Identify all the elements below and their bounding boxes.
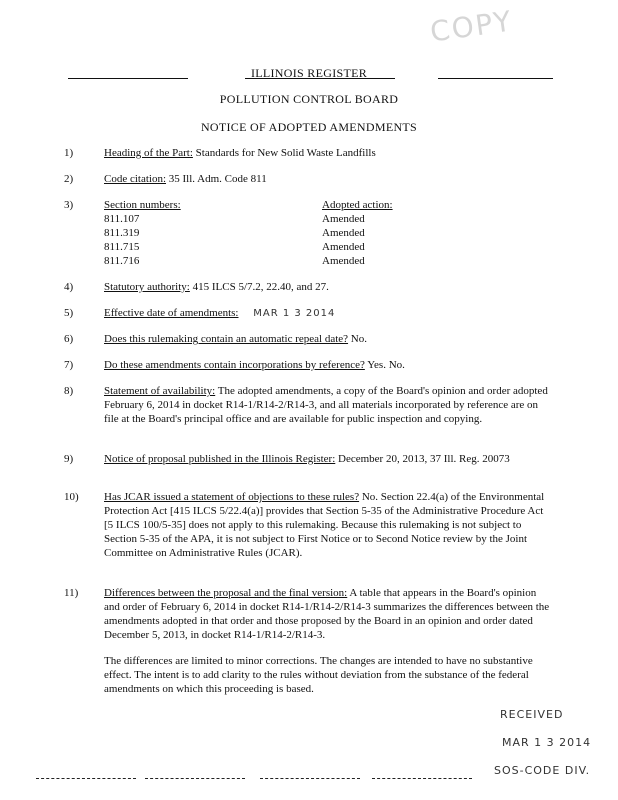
footer-line-center xyxy=(260,778,360,779)
item-number: 1) xyxy=(64,147,74,159)
item-text: A table that appears in the Board's opinion and order of February 6, 2014 in docket R14-1/R14-2/R14-3 summarizes the differences between the amendments adopted in that order and those proposed by the Board in an opinion and order dated December 5, 2013, in docket R14-1/R14-2/R14-3. xyxy=(104,587,550,641)
item-number: 3) xyxy=(64,199,74,211)
board-title: POLLUTION CONTROL BOARD xyxy=(219,92,399,106)
item-label: Statutory authority: xyxy=(104,281,190,293)
item-label: Has JCAR issued a statement of objections to these rules? xyxy=(104,491,360,503)
item-label: Differences between the proposal and the final version: xyxy=(104,587,348,599)
section-number: 811.715 xyxy=(104,241,140,253)
item-label: Does this rulemaking contain an automatic repeal date? xyxy=(104,333,349,345)
footer-line-center-left xyxy=(145,778,245,779)
item-sections xyxy=(64,198,554,268)
received-date-stamp: MAR 1 3 2014 xyxy=(502,736,592,749)
item-label: Effective date of amendments: xyxy=(104,307,239,319)
item-label: Heading of the Part: xyxy=(104,147,193,159)
section-number: 811.319 xyxy=(104,227,140,239)
sos-code-div-stamp: SOS-CODE DIV. xyxy=(494,764,591,777)
adopted-action: Amended xyxy=(322,241,365,253)
item-text: 35 Ill. Adm. Code 811 xyxy=(168,173,267,185)
item-number: 2) xyxy=(64,173,74,185)
item-text: No. xyxy=(350,333,367,345)
section-number: 811.107 xyxy=(104,213,140,225)
item-number: 6) xyxy=(64,333,74,345)
item-number: 10) xyxy=(64,491,79,503)
item-number: 9) xyxy=(64,453,74,465)
item-number: 5) xyxy=(64,307,74,319)
section-numbers-header: Section numbers: xyxy=(104,199,181,211)
item-notice-of-proposal xyxy=(64,452,554,480)
section-numbers-column xyxy=(104,198,304,268)
item-text: December 20, 2013, 37 Ill. Reg. 20073 xyxy=(338,453,510,465)
footer-line-left xyxy=(36,778,136,779)
adopted-action-column xyxy=(322,198,522,268)
register-title: ILLINOIS REGISTER xyxy=(250,66,368,80)
item-jcar-objections xyxy=(64,490,554,574)
item-label: Notice of proposal published in the Illinois Register: xyxy=(104,453,336,465)
notice-title: NOTICE OF ADOPTED AMENDMENTS xyxy=(200,120,418,134)
item-label: Do these amendments contain incorporations by reference? xyxy=(104,359,365,371)
received-stamp: RECEIVED xyxy=(500,708,564,721)
item-text: No. Section 22.4(a) of the Environmental Protection Act [415 ILCS 5/22.4(a)] provides that Section 5-35 of the Administrative Procedure Act [5 ILCS 100/5-35] does not apply to this rulemaking. Because this rulemaking is not subject to Section 5-35 of the APA, it is not subject to First Notice or to Second Notice review by the Joint Committee on Administrative Rules (JCAR). xyxy=(104,491,545,559)
item-differences xyxy=(64,586,554,642)
adopted-action: Amended xyxy=(322,255,365,267)
item-text: Yes. No. xyxy=(367,359,405,371)
item-number: 4) xyxy=(64,281,74,293)
item-text: 415 ILCS 5/7.2, 22.40, and 27. xyxy=(192,281,329,293)
effective-date-stamp: MAR 1 3 2014 xyxy=(253,308,336,319)
item-number: 11) xyxy=(64,587,79,599)
differences-paragraph: The differences are limited to minor corrections. The changes are intended to have no substantive effect. The intent is to add clarity to the rules without deviation from the substance of the federal amendments on which this proceeding is based. xyxy=(104,655,533,695)
item-number: 8) xyxy=(64,385,74,397)
item-label: Statement of availability: xyxy=(104,385,216,397)
section-number: 811.716 xyxy=(104,255,140,267)
footer-line-right xyxy=(372,778,472,779)
item-statement-of-availability xyxy=(64,384,554,440)
adopted-action: Amended xyxy=(322,227,365,239)
item-label: Code citation: xyxy=(104,173,167,185)
item-text: The adopted amendments, a copy of the Board's opinion and order adopted February 6, 2014 in docket R14-1/R14-2/R14-3, and all materials incorporated by reference are on file at the Board's principal office and are available for public inspection and copying. xyxy=(104,385,548,425)
adopted-action: Amended xyxy=(322,213,365,225)
adopted-action-header: Adopted action: xyxy=(322,199,393,211)
item-number: 7) xyxy=(64,359,74,371)
copy-stamp: COPY xyxy=(428,4,515,49)
item-text: Standards for New Solid Waste Landfills xyxy=(195,147,376,159)
